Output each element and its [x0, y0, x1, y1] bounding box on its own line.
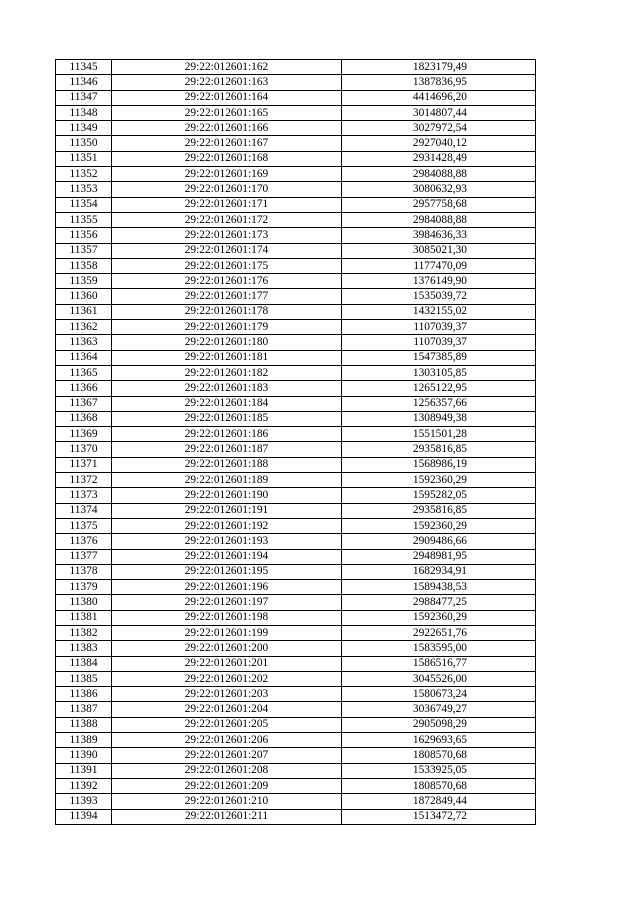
table-row [56, 320, 536, 335]
cadastral-number-cell: 29:22:012601:194 [112, 549, 342, 564]
table-row [56, 411, 536, 426]
value-cell: 1682934,91 [342, 564, 536, 579]
value-cell: 2909486,66 [342, 534, 536, 549]
table-row [56, 473, 536, 488]
value-cell: 1823179,49 [342, 60, 536, 75]
cadastral-number-cell: 29:22:012601:186 [112, 427, 342, 442]
cadastral-number-cell: 29:22:012601:176 [112, 274, 342, 289]
cadastral-number-cell: 29:22:012601:189 [112, 473, 342, 488]
cadastral-number-cell: 29:22:012601:200 [112, 641, 342, 656]
table-row [56, 671, 536, 686]
table-row [56, 564, 536, 579]
table-row [56, 243, 536, 258]
row-number-cell: 11347 [56, 90, 112, 105]
value-cell: 1592360,29 [342, 518, 536, 533]
table-row [56, 702, 536, 717]
value-cell: 2948981,95 [342, 549, 536, 564]
value-cell: 2931428,49 [342, 151, 536, 166]
table-row [56, 197, 536, 212]
cadastral-number-cell: 29:22:012601:208 [112, 763, 342, 778]
table-row [56, 748, 536, 763]
table-row [56, 427, 536, 442]
row-number-cell: 11383 [56, 641, 112, 656]
value-cell: 1808570,68 [342, 778, 536, 793]
value-cell: 1535039,72 [342, 289, 536, 304]
cadastral-number-cell: 29:22:012601:170 [112, 182, 342, 197]
row-number-cell: 11354 [56, 197, 112, 212]
cadastral-number-cell: 29:22:012601:197 [112, 595, 342, 610]
row-number-cell: 11345 [56, 60, 112, 75]
cadastral-number-cell: 29:22:012601:211 [112, 809, 342, 824]
table-row [56, 442, 536, 457]
row-number-cell: 11393 [56, 794, 112, 809]
value-cell: 1533925,05 [342, 763, 536, 778]
value-cell: 1265122,95 [342, 381, 536, 396]
table-row [56, 182, 536, 197]
table-row [56, 381, 536, 396]
row-number-cell: 11365 [56, 365, 112, 380]
value-cell: 1547385,89 [342, 350, 536, 365]
row-number-cell: 11392 [56, 778, 112, 793]
cadastral-number-cell: 29:22:012601:169 [112, 167, 342, 182]
table-row [56, 733, 536, 748]
value-cell: 2957758,68 [342, 197, 536, 212]
value-cell: 1808570,68 [342, 748, 536, 763]
value-cell: 4414696,20 [342, 90, 536, 105]
row-number-cell: 11368 [56, 411, 112, 426]
cadastral-number-cell: 29:22:012601:209 [112, 778, 342, 793]
cadastral-number-cell: 29:22:012601:166 [112, 121, 342, 136]
row-number-cell: 11385 [56, 671, 112, 686]
table-row [56, 778, 536, 793]
table-row [56, 396, 536, 411]
cadastral-number-cell: 29:22:012601:205 [112, 717, 342, 732]
cadastral-number-cell: 29:22:012601:175 [112, 258, 342, 273]
row-number-cell: 11376 [56, 534, 112, 549]
value-cell: 1580673,24 [342, 687, 536, 702]
table-row [56, 167, 536, 182]
cadastral-number-cell: 29:22:012601:184 [112, 396, 342, 411]
table-row [56, 580, 536, 595]
table-row [56, 518, 536, 533]
table-row [56, 503, 536, 518]
row-number-cell: 11346 [56, 75, 112, 90]
cadastral-number-cell: 29:22:012601:198 [112, 610, 342, 625]
table-row [56, 610, 536, 625]
row-number-cell: 11367 [56, 396, 112, 411]
value-cell: 1107039,37 [342, 320, 536, 335]
row-number-cell: 11360 [56, 289, 112, 304]
value-cell: 1376149,90 [342, 274, 536, 289]
value-cell: 3085021,30 [342, 243, 536, 258]
row-number-cell: 11357 [56, 243, 112, 258]
table-row [56, 488, 536, 503]
value-cell: 1107039,37 [342, 335, 536, 350]
table-row [56, 656, 536, 671]
table-row [56, 121, 536, 136]
row-number-cell: 11353 [56, 182, 112, 197]
cadastral-number-cell: 29:22:012601:210 [112, 794, 342, 809]
cadastral-number-cell: 29:22:012601:168 [112, 151, 342, 166]
cadastral-number-cell: 29:22:012601:206 [112, 733, 342, 748]
cadastral-number-cell: 29:22:012601:163 [112, 75, 342, 90]
row-number-cell: 11373 [56, 488, 112, 503]
value-cell: 2927040,12 [342, 136, 536, 151]
table-row [56, 228, 536, 243]
row-number-cell: 11380 [56, 595, 112, 610]
row-number-cell: 11362 [56, 320, 112, 335]
row-number-cell: 11358 [56, 258, 112, 273]
value-cell: 2922651,76 [342, 625, 536, 640]
table-row [56, 365, 536, 380]
table-row [56, 60, 536, 75]
value-cell: 2988477,25 [342, 595, 536, 610]
table-row [56, 289, 536, 304]
cadastral-number-cell: 29:22:012601:183 [112, 381, 342, 396]
value-cell: 1586516,77 [342, 656, 536, 671]
value-cell: 2935816,85 [342, 503, 536, 518]
table-row [56, 151, 536, 166]
cadastral-number-cell: 29:22:012601:187 [112, 442, 342, 457]
table-row [56, 304, 536, 319]
cadastral-number-cell: 29:22:012601:193 [112, 534, 342, 549]
row-number-cell: 11377 [56, 549, 112, 564]
row-number-cell: 11378 [56, 564, 112, 579]
table-row [56, 809, 536, 824]
cadastral-number-cell: 29:22:012601:190 [112, 488, 342, 503]
value-cell: 1551501,28 [342, 427, 536, 442]
row-number-cell: 11363 [56, 335, 112, 350]
value-cell: 2984088,88 [342, 212, 536, 227]
value-cell: 2935816,85 [342, 442, 536, 457]
row-number-cell: 11359 [56, 274, 112, 289]
row-number-cell: 11394 [56, 809, 112, 824]
value-cell: 1256357,66 [342, 396, 536, 411]
cadastral-number-cell: 29:22:012601:196 [112, 580, 342, 595]
value-cell: 1177470,09 [342, 258, 536, 273]
table-row [56, 534, 536, 549]
table-row [56, 274, 536, 289]
table-row [56, 136, 536, 151]
value-cell: 1872849,44 [342, 794, 536, 809]
value-cell: 1303105,85 [342, 365, 536, 380]
table-row [56, 457, 536, 472]
value-cell: 1629693,65 [342, 733, 536, 748]
row-number-cell: 11382 [56, 625, 112, 640]
cadastral-number-cell: 29:22:012601:207 [112, 748, 342, 763]
cadastral-number-cell: 29:22:012601:199 [112, 625, 342, 640]
table-row [56, 687, 536, 702]
value-cell: 3080632,93 [342, 182, 536, 197]
table-row [56, 641, 536, 656]
cadastral-number-cell: 29:22:012601:195 [112, 564, 342, 579]
row-number-cell: 11384 [56, 656, 112, 671]
cadastral-number-cell: 29:22:012601:171 [112, 197, 342, 212]
row-number-cell: 11366 [56, 381, 112, 396]
cadastral-number-cell: 29:22:012601:165 [112, 105, 342, 120]
row-number-cell: 11364 [56, 350, 112, 365]
row-number-cell: 11379 [56, 580, 112, 595]
cadastral-number-cell: 29:22:012601:178 [112, 304, 342, 319]
cadastral-number-cell: 29:22:012601:204 [112, 702, 342, 717]
value-cell: 2984088,88 [342, 167, 536, 182]
cadastral-number-cell: 29:22:012601:191 [112, 503, 342, 518]
value-cell: 1432155,02 [342, 304, 536, 319]
value-cell: 3027972,54 [342, 121, 536, 136]
row-number-cell: 11390 [56, 748, 112, 763]
row-number-cell: 11356 [56, 228, 112, 243]
row-number-cell: 11372 [56, 473, 112, 488]
value-cell: 1592360,29 [342, 473, 536, 488]
row-number-cell: 11374 [56, 503, 112, 518]
table-row [56, 75, 536, 90]
cadastral-number-cell: 29:22:012601:172 [112, 212, 342, 227]
value-cell: 1595282,05 [342, 488, 536, 503]
value-cell: 3045526,00 [342, 671, 536, 686]
cadastral-number-cell: 29:22:012601:192 [112, 518, 342, 533]
table-row [56, 350, 536, 365]
row-number-cell: 11386 [56, 687, 112, 702]
row-number-cell: 11387 [56, 702, 112, 717]
cadastral-number-cell: 29:22:012601:162 [112, 60, 342, 75]
row-number-cell: 11388 [56, 717, 112, 732]
cadastral-number-cell: 29:22:012601:203 [112, 687, 342, 702]
row-number-cell: 11350 [56, 136, 112, 151]
table-row [56, 212, 536, 227]
value-cell: 1589438,53 [342, 580, 536, 595]
row-number-cell: 11349 [56, 121, 112, 136]
value-cell: 1308949,38 [342, 411, 536, 426]
value-cell: 1387836,95 [342, 75, 536, 90]
cadastral-number-cell: 29:22:012601:174 [112, 243, 342, 258]
cadastral-number-cell: 29:22:012601:177 [112, 289, 342, 304]
value-cell: 2905098,29 [342, 717, 536, 732]
table-row [56, 625, 536, 640]
row-number-cell: 11381 [56, 610, 112, 625]
cadastral-number-cell: 29:22:012601:173 [112, 228, 342, 243]
table-row [56, 763, 536, 778]
table-row [56, 717, 536, 732]
table-row [56, 595, 536, 610]
cadastral-number-cell: 29:22:012601:202 [112, 671, 342, 686]
row-number-cell: 11352 [56, 167, 112, 182]
data-table [55, 59, 536, 825]
table-row [56, 258, 536, 273]
row-number-cell: 11369 [56, 427, 112, 442]
value-cell: 3036749,27 [342, 702, 536, 717]
cadastral-number-cell: 29:22:012601:164 [112, 90, 342, 105]
row-number-cell: 11389 [56, 733, 112, 748]
row-number-cell: 11361 [56, 304, 112, 319]
table-body [56, 60, 536, 825]
value-cell: 3984636,33 [342, 228, 536, 243]
row-number-cell: 11370 [56, 442, 112, 457]
table-row [56, 549, 536, 564]
row-number-cell: 11375 [56, 518, 112, 533]
cadastral-number-cell: 29:22:012601:182 [112, 365, 342, 380]
value-cell: 1583595,00 [342, 641, 536, 656]
cadastral-number-cell: 29:22:012601:179 [112, 320, 342, 335]
value-cell: 3014807,44 [342, 105, 536, 120]
table-row [56, 105, 536, 120]
cadastral-number-cell: 29:22:012601:201 [112, 656, 342, 671]
row-number-cell: 11351 [56, 151, 112, 166]
row-number-cell: 11348 [56, 105, 112, 120]
row-number-cell: 11371 [56, 457, 112, 472]
table-row [56, 90, 536, 105]
cadastral-number-cell: 29:22:012601:181 [112, 350, 342, 365]
table-row [56, 335, 536, 350]
cadastral-number-cell: 29:22:012601:185 [112, 411, 342, 426]
row-number-cell: 11355 [56, 212, 112, 227]
cadastral-number-cell: 29:22:012601:167 [112, 136, 342, 151]
cadastral-number-cell: 29:22:012601:188 [112, 457, 342, 472]
table-row [56, 794, 536, 809]
value-cell: 1568986,19 [342, 457, 536, 472]
value-cell: 1592360,29 [342, 610, 536, 625]
cadastral-number-cell: 29:22:012601:180 [112, 335, 342, 350]
value-cell: 1513472,72 [342, 809, 536, 824]
row-number-cell: 11391 [56, 763, 112, 778]
